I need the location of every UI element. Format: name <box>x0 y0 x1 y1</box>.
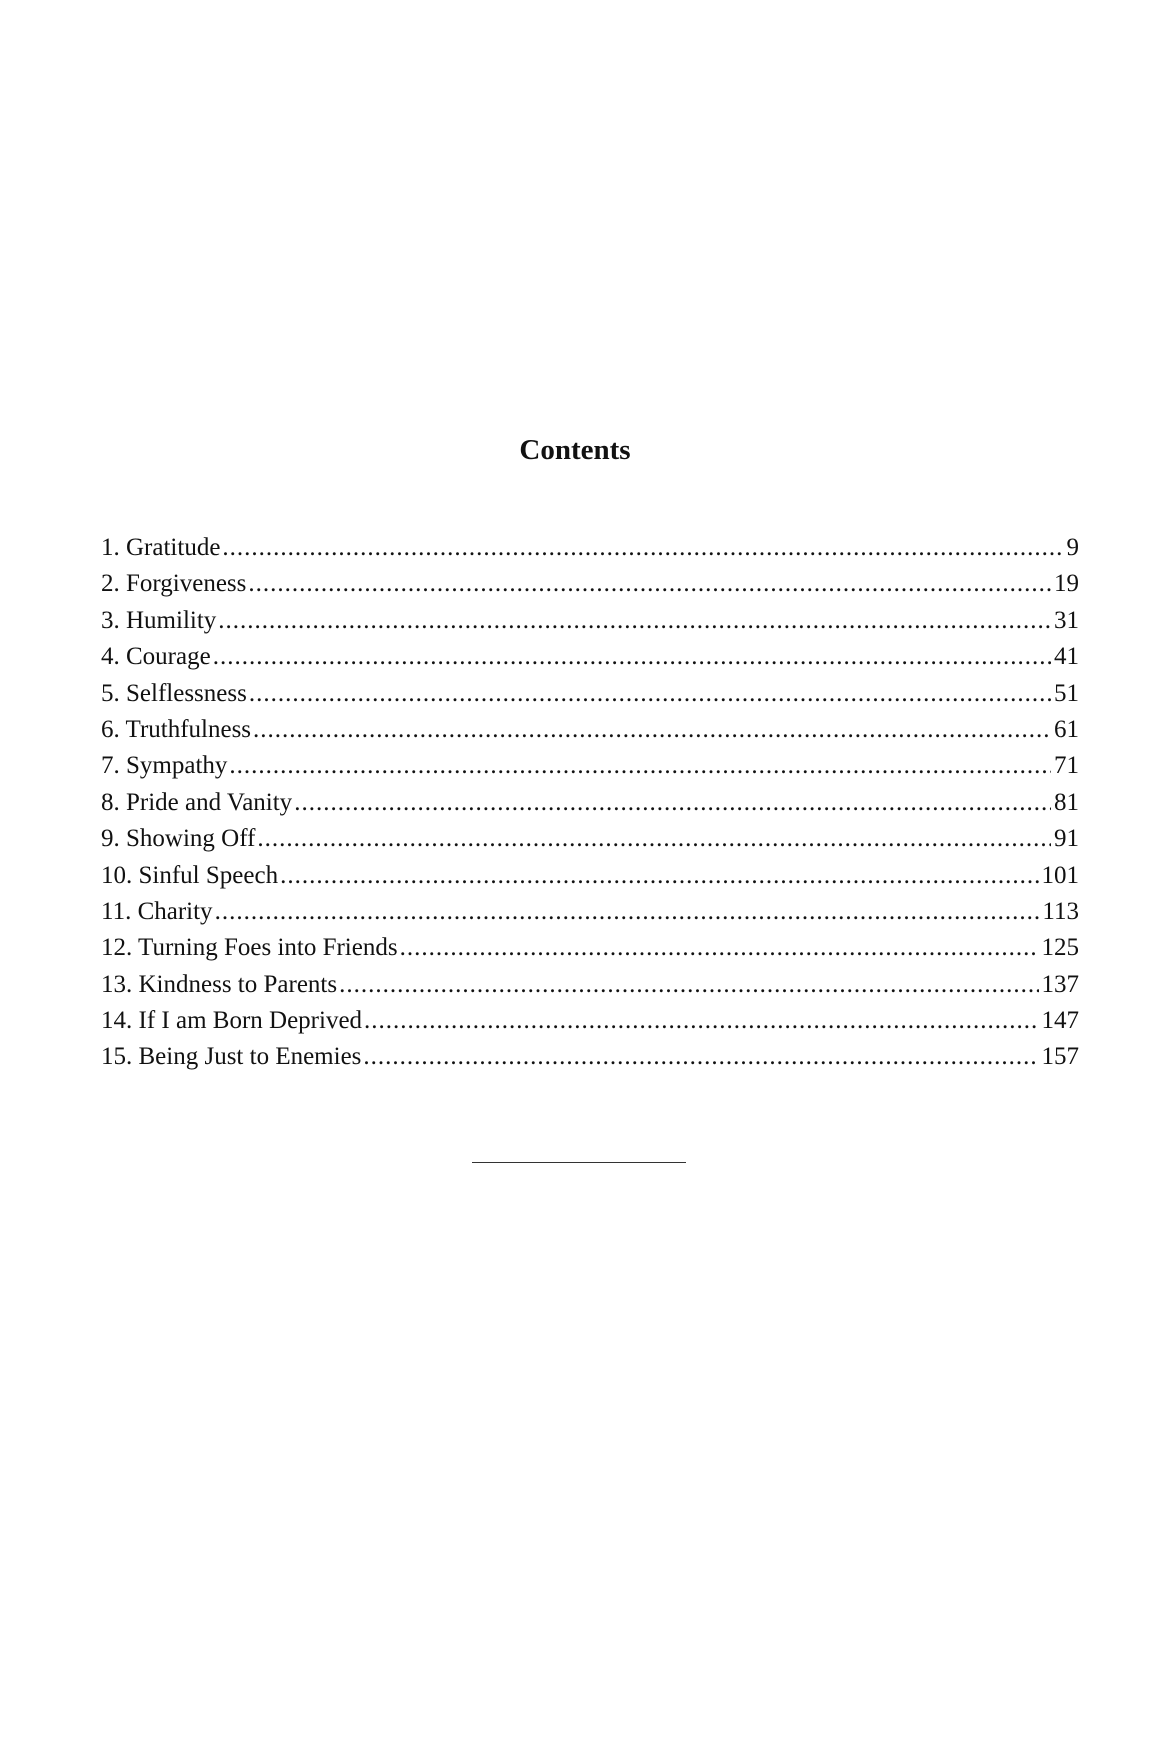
contents-title: Contents <box>519 434 631 466</box>
toc-entry-label: 13. Kindness to Parents <box>101 970 338 998</box>
toc-entry-label: 1. Gratitude <box>101 534 221 561</box>
toc-entry-page: 31 <box>1054 606 1079 634</box>
dot-leader <box>222 530 1063 566</box>
table-of-contents <box>101 530 1079 1076</box>
dot-leader <box>253 712 1051 748</box>
toc-entry-label: 4. Courage <box>101 643 211 671</box>
dot-leader <box>294 785 1051 821</box>
toc-entry-page: 125 <box>1041 934 1079 962</box>
dot-leader <box>215 894 1040 930</box>
toc-entry-label: 5. Selflessness <box>101 679 247 707</box>
dot-leader <box>257 821 1051 857</box>
toc-entry-page: 157 <box>1041 1043 1079 1071</box>
toc-entry-page: 19 <box>1054 570 1079 598</box>
toc-entry-label: 10. Sinful Speech <box>101 861 279 889</box>
dot-leader <box>213 639 1051 675</box>
toc-entry <box>101 967 1079 1003</box>
toc-entry <box>101 785 1079 821</box>
dot-leader <box>280 858 1038 894</box>
toc-entry <box>101 930 1079 966</box>
toc-entry-page: 91 <box>1054 825 1079 853</box>
toc-entry <box>101 748 1079 784</box>
section-divider-rule <box>472 1162 686 1163</box>
dot-leader <box>400 930 1039 966</box>
toc-entry <box>101 603 1079 639</box>
toc-entry-page: 9 <box>1066 534 1079 561</box>
toc-entry-page: 61 <box>1054 715 1079 743</box>
toc-entry <box>101 1039 1079 1075</box>
dot-leader <box>339 967 1038 1003</box>
toc-entry-page: 51 <box>1054 679 1079 707</box>
toc-entry <box>101 821 1079 857</box>
dot-leader <box>248 566 1051 602</box>
toc-entry-label: 8. Pride and Vanity <box>101 788 293 816</box>
toc-entry <box>101 894 1079 930</box>
toc-entry-label: 2. Forgiveness <box>101 570 247 598</box>
toc-entry <box>101 712 1079 748</box>
dot-leader <box>229 748 1051 784</box>
toc-entry-label: 14. If I am Born Deprived <box>101 1007 363 1035</box>
toc-entry-page: 113 <box>1042 897 1079 925</box>
toc-entry <box>101 676 1079 712</box>
dot-leader <box>364 1003 1038 1039</box>
dot-leader <box>249 676 1051 712</box>
toc-entry-label: 15. Being Just to Enemies <box>101 1043 362 1071</box>
toc-entry <box>101 530 1079 566</box>
dot-leader <box>218 603 1051 639</box>
toc-entry-label: 11. Charity <box>101 897 213 925</box>
toc-entry-page: 41 <box>1054 643 1079 671</box>
toc-entry-label: 3. Humility <box>101 606 217 634</box>
toc-entry <box>101 1003 1079 1039</box>
toc-entry-label: 9. Showing Off <box>101 825 256 853</box>
toc-entry-page: 71 <box>1054 752 1079 780</box>
toc-entry-page: 147 <box>1041 1007 1079 1035</box>
toc-entry-label: 12. Turning Foes into Friends <box>101 934 398 962</box>
toc-entry-page: 101 <box>1041 861 1079 889</box>
toc-entry <box>101 639 1079 675</box>
toc-entry-label: 6. Truthfulness <box>101 715 252 743</box>
toc-entry <box>101 858 1079 894</box>
dot-leader <box>363 1039 1038 1075</box>
toc-entry-page: 137 <box>1041 970 1079 998</box>
toc-entry-page: 81 <box>1054 788 1079 816</box>
toc-entry <box>101 566 1079 602</box>
toc-entry-label: 7. Sympathy <box>101 752 228 780</box>
